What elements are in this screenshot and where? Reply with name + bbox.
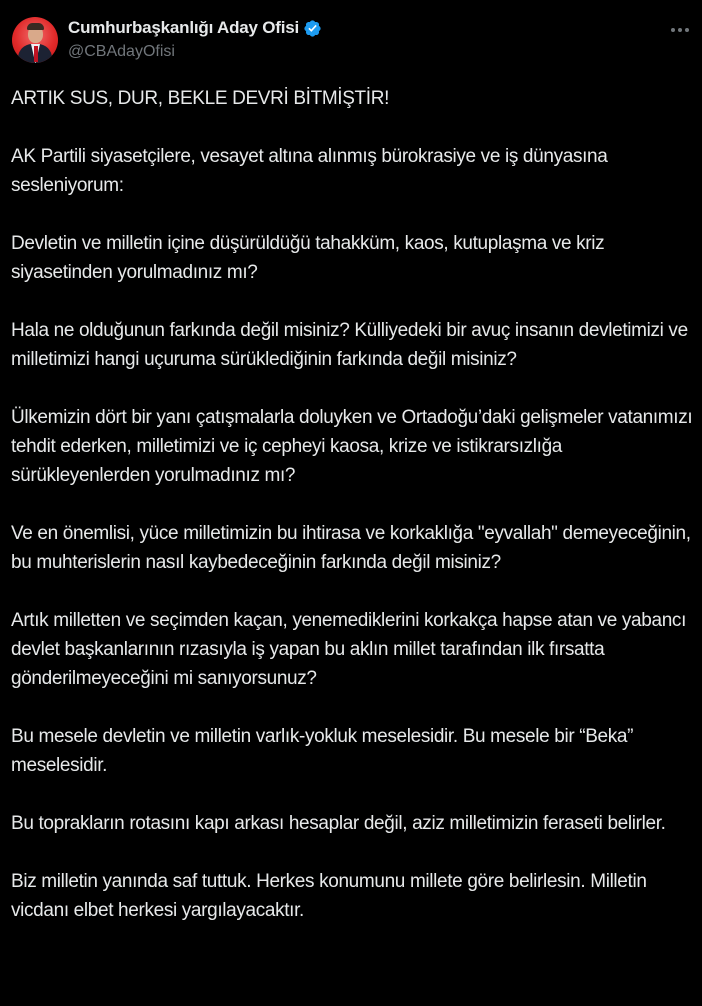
more-horizontal-icon <box>685 28 689 32</box>
tweet-paragraph: Artık milletten ve seçimden kaçan, yenemediklerini korkakça hapse atan ve yabancı devlet başkanlarının rızasıyla iş yapan bu aklın millet tarafından ilk fırsatta gönderilmeyeceğini mi sanıyorsunuz? <box>11 610 691 689</box>
tweet-paragraph: Bu toprakların rotasını kapı arkası hesaplar değil, aziz milletimizin feraseti belirler. <box>11 813 666 834</box>
tweet-text <box>11 84 698 925</box>
tweet-paragraph: Ülkemizin dört bir yanı çatışmalarla doluyken ve Ortadoğu’daki gelişmeler vatanımızı tehdit ederken, milletimizi ve iç cepheyi kaosa, krize ve istikrarsızlığa sürükleyenlerden yorulmadınız mı? <box>11 407 698 486</box>
avatar-tie <box>34 46 38 62</box>
tweet-paragraph: Devletin ve milletin içine düşürüldüğü tahakküm, kaos, kutuplaşma ve kriz siyasetinden yorulmadınız mı? <box>11 233 610 283</box>
more-horizontal-icon <box>678 28 682 32</box>
author-display-name[interactable]: Cumhurbaşkanlığı Aday Ofisi <box>68 18 300 37</box>
tweet-paragraph: ARTIK SUS, DUR, BEKLE DEVRİ BİTMİŞTİR! <box>11 88 390 109</box>
tweet-paragraph: Hala ne olduğunun farkında değil misiniz? Külliyedeki bir avuç insanın devletimizi ve milletimizi hangi uçuruma sürüklediğinin farkında değil misiniz? <box>11 320 693 370</box>
author-handle[interactable]: @CBAdayOfisi <box>68 43 175 60</box>
avatar[interactable] <box>12 17 58 63</box>
tweet-paragraph: Biz milletin yanında saf tuttuk. Herkes konumunu millete göre belirlesin. Milletin vicdanı elbet herkesi yargılayacaktır. <box>11 871 652 921</box>
verified-badge-icon[interactable] <box>303 19 322 38</box>
tweet-paragraph: Bu mesele devletin ve milletin varlık-yokluk meselesidir. Bu mesele bir “Beka” meselesidir. <box>11 726 639 776</box>
tweet-paragraph: Ve en önemlisi, yüce milletimizin bu ihtirasa ve korkaklığa "eyvallah" demeyeceğinin, bu muhterislerin nasıl kaybedeceğinin farkında değil misiniz? <box>11 523 696 573</box>
more-options-button[interactable] <box>666 20 694 40</box>
more-horizontal-icon <box>671 28 675 32</box>
tweet-header <box>0 0 702 80</box>
avatar-hair <box>27 23 44 30</box>
tweet-paragraph: AK Partili siyasetçilere, vesayet altına alınmış bürokrasiye ve iş dünyasına sesleniyorum: <box>11 146 613 196</box>
author-name-row <box>68 18 322 38</box>
